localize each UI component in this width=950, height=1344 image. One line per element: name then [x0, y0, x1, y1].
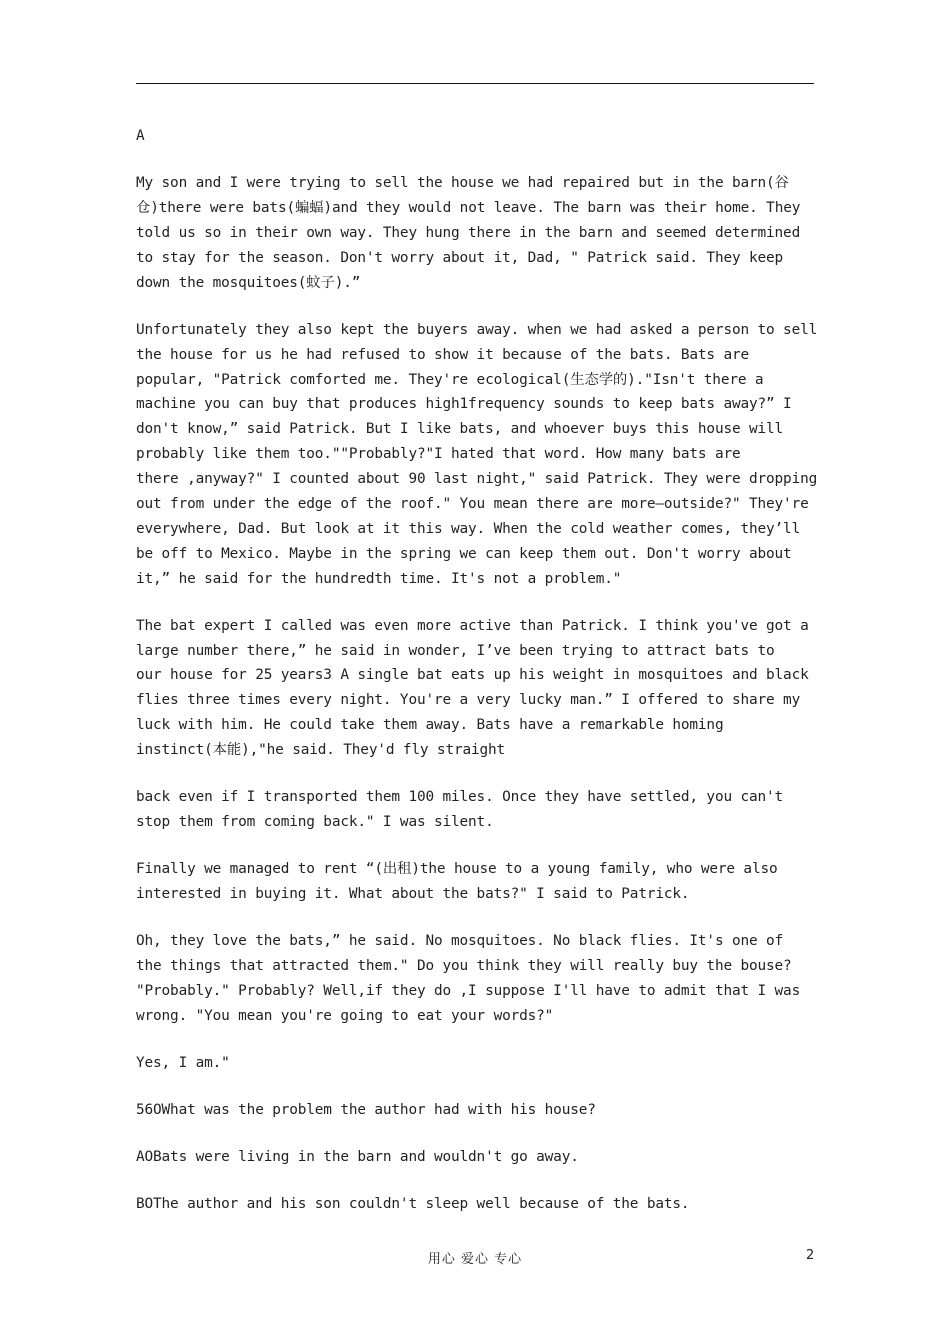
text-line: stop them from coming back." I was silent.	[136, 814, 494, 831]
text-line: My son and I were trying to sell the house we had repaired but in the barn(谷	[136, 175, 789, 192]
option-b	[136, 1192, 814, 1217]
paragraph-3	[136, 614, 814, 763]
text-line: don't know,” said Patrick. But I like bats, and whoever buys this house will	[136, 421, 784, 438]
question-56	[136, 1098, 814, 1123]
paragraph-5	[136, 857, 814, 907]
text-line: it,” he said for the hundredth time. It's not a problem."	[136, 570, 622, 587]
header-rule	[136, 83, 814, 84]
paragraph-1	[136, 171, 814, 295]
text-line: Unfortunately they also kept the buyers away. when we had asked a person to sell	[136, 321, 818, 338]
text-line: out from under the edge of the roof." You mean there are more—outside?" They're	[136, 495, 809, 512]
text-line: luck with him. He could take them away. Bats have a remarkable homing	[136, 717, 724, 734]
page-number: 2	[806, 1248, 815, 1263]
option-a	[136, 1145, 814, 1170]
text-line: popular, "Patrick comforted me. They're ecological(生态学的)."Isn't there a	[136, 371, 764, 388]
text-line: machine you can buy that produces high1frequency sounds to keep bats away?” I	[136, 396, 792, 413]
text-line: everywhere, Dad. But look at it this way. When the cold weather comes, they’ll	[136, 520, 801, 537]
paragraph-7	[136, 1051, 814, 1076]
text-line: The bat expert I called was even more active than Patrick. I think you've got a	[136, 617, 809, 634]
text-line: interested in buying it. What about the bats?" I said to Patrick.	[136, 886, 690, 903]
text-line: there ,anyway?" I counted about 90 last night," said Patrick. They were dropping	[136, 471, 818, 488]
paragraph-6	[136, 929, 814, 1029]
text-line: 56OWhat was the problem the author had with his house?	[136, 1102, 596, 1118]
text-line: BOThe author and his son couldn't sleep well because of the bats.	[136, 1196, 690, 1213]
text-line: AOBats were living in the barn and wouldn't go away.	[136, 1149, 579, 1166]
text-line: large number there,” he said in wonder, I’ve been trying to attract bats to	[136, 642, 775, 659]
text-line: back even if I transported them 100 miles. Once they have settled, you can't	[136, 789, 784, 806]
text-line: the house for us he had refused to show it because of the bats. Bats are	[136, 346, 750, 363]
text-line: A	[136, 128, 145, 144]
text-line: down the mosquitoes(蚊子).”	[136, 274, 361, 291]
text-line: Yes, I am."	[136, 1054, 230, 1071]
paragraph-2	[136, 318, 818, 592]
text-line: be off to Mexico. Maybe in the spring we can keep them out. Don't worry about	[136, 545, 792, 562]
section-label	[136, 124, 814, 149]
text-line: 仓)there were bats(蝙蝠)and they would not leave. The barn was their home. They	[136, 199, 801, 216]
footer-motto: 用心 爱心 专心	[427, 1252, 523, 1267]
text-line: our house for 25 years3 A single bat eats up his weight in mosquitoes and black	[136, 667, 809, 684]
text-line: Oh, they love the bats,” he said. No mosquitoes. No black flies. It's one of	[136, 933, 784, 950]
text-line: told us so in their own way. They hung there in the barn and seemed determined	[136, 224, 801, 241]
text-line: instinct(本能),"he said. They'd fly straight	[136, 742, 506, 759]
text-line: to stay for the season. Don't worry about it, Dad, " Patrick said. They keep	[136, 249, 784, 266]
text-line: probably like them too.""Probably?"I hated that word. How many bats are	[136, 446, 741, 463]
text-line: flies three times every night. You're a very lucky man.” I offered to share my	[136, 692, 801, 709]
text-line: "Probably." Probably? Well,if they do ,I suppose I'll have to admit that I was	[136, 982, 801, 999]
document-body	[136, 124, 818, 1217]
text-line: Finally we managed to rent “(出租)the house to a young family, who were also	[136, 861, 778, 878]
text-line: wrong. "You mean you're going to eat your words?"	[136, 1007, 554, 1024]
text-line: the things that attracted them." Do you think they will really buy the bouse?	[136, 958, 792, 975]
paragraph-4	[136, 785, 814, 835]
